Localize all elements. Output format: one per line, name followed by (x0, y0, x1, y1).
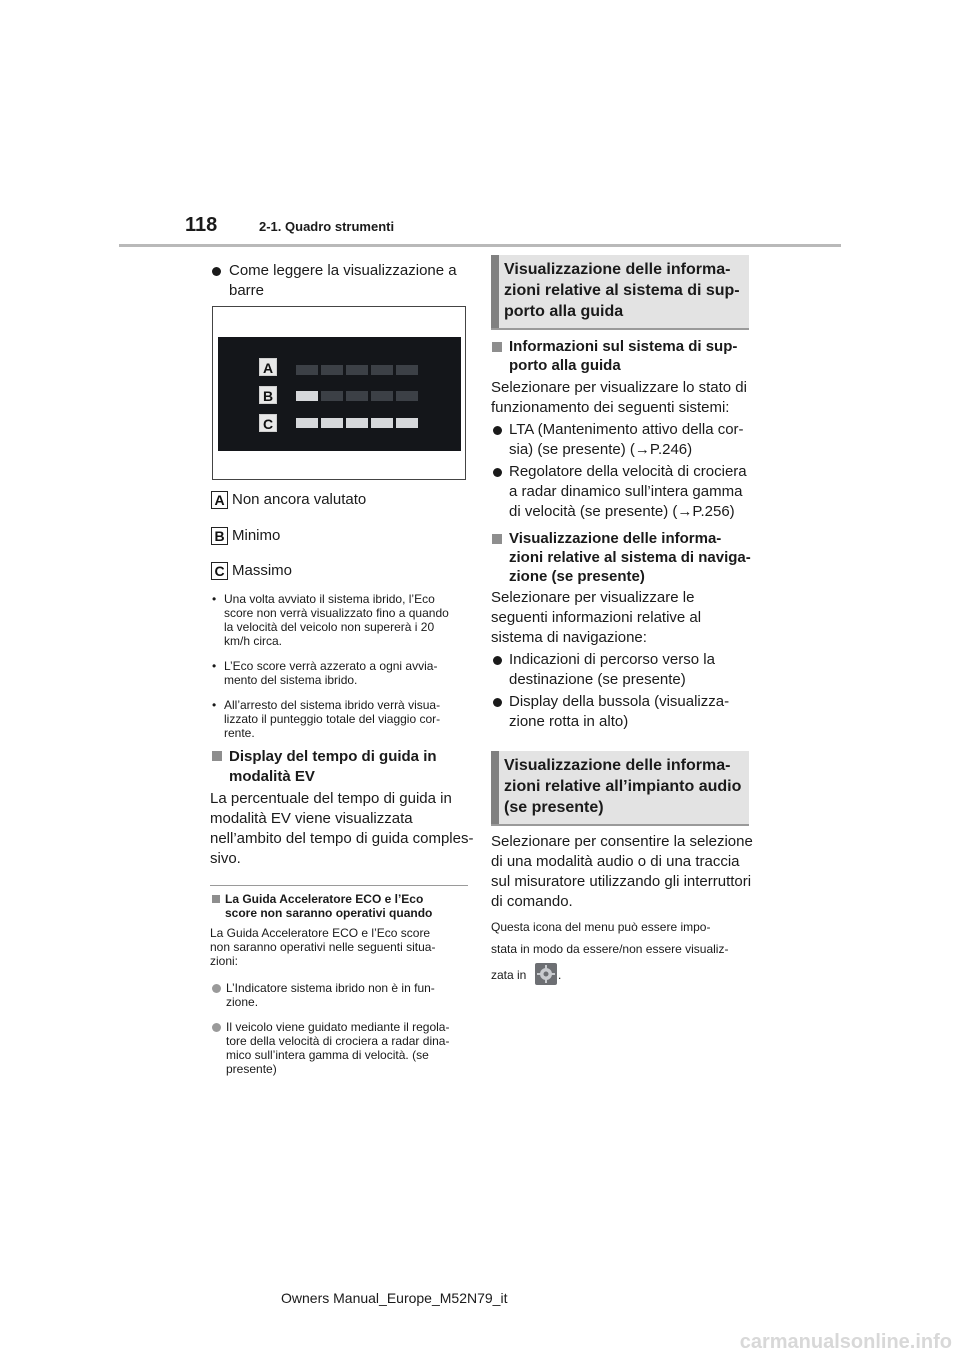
bar-segment (371, 365, 393, 375)
bar-segment (296, 391, 318, 401)
bar-segment (396, 391, 418, 401)
gray-bullet (212, 1023, 221, 1032)
legend-key-a: A (211, 491, 228, 509)
header-rule (119, 244, 841, 247)
body-line: funzionamento dei seguenti sistemi: (491, 399, 730, 416)
note-item-line: L’Indicatore sistema ibrido non è in fun- (226, 981, 435, 995)
note-heading-line: La Guida Acceleratore ECO e l’Eco (225, 892, 424, 906)
note-heading-line: score non saranno operativi quando (225, 906, 433, 920)
footer-text: Owners Manual_Europe_M52N79_it (281, 1290, 508, 1306)
ev-text-line: sivo. (210, 850, 241, 867)
bar-segment (371, 418, 393, 428)
body-line: sul misuratore utilizzando gli interruttori (491, 873, 752, 890)
bullet-dot (493, 426, 502, 435)
note-item-line: mico sull’intera gamma di velocità. (se (226, 1048, 429, 1062)
small-line: stata in modo da essere/non essere visualiz- (491, 942, 729, 956)
bullet-line: destinazione (se presente) (509, 671, 686, 688)
legend-key-b: B (211, 527, 228, 545)
ev-text-line: La percentuale del tempo di guida in (210, 790, 452, 807)
note-line: Una volta avviato il sistema ibrido, l’Eco (224, 592, 435, 606)
note-text-line: La Guida Acceleratore ECO e l’Eco score (210, 926, 431, 940)
bullet-line: LTA (Mantenimento attivo della cor- (509, 421, 744, 438)
bullet-dot (493, 698, 502, 707)
heading-accent-bar (491, 751, 499, 824)
bullet-line: di velocità (se presente) (→P.256) (509, 503, 735, 520)
watermark: carmanualsonline.info (739, 1331, 952, 1353)
gray-bullet (212, 984, 221, 993)
bullet-line: Regolatore della velocità di crociera (509, 463, 747, 480)
sub-heading-line: porto alla guida (509, 357, 621, 374)
heading-line: Visualizzazione delle informa- (504, 757, 731, 774)
bar-segment (321, 365, 343, 375)
heading-driving-support (491, 255, 749, 330)
body-line: di comando. (491, 893, 573, 910)
small-line: zata in (491, 968, 527, 982)
section-title: 2-1. Quadro strumenti (259, 219, 395, 234)
bullet-line: sia) (se presente) (→P.246) (509, 441, 693, 458)
heading-audio (491, 751, 749, 826)
body-line: sistema di navigazione: (491, 629, 647, 646)
heading-line: porto alla guida (504, 303, 624, 320)
bar-segment (346, 365, 368, 375)
square-bullet (492, 342, 502, 352)
sub-heading-line: Visualizzazione delle informa- (509, 530, 722, 547)
sub-heading-line: Informazioni sul sistema di sup- (509, 338, 738, 355)
legend-text-b: Minimo (232, 527, 281, 544)
gear-icon (535, 963, 557, 985)
note-item-line: tore della velocità di crociera a radar dina- (226, 1034, 450, 1048)
figure-label-b: B (259, 386, 277, 404)
heading-line: zioni relative al sistema di sup- (504, 282, 740, 299)
bar-segment (371, 391, 393, 401)
ev-heading-line: modalità EV (229, 768, 315, 785)
bullet-line: Display della bussola (visualizza- (509, 693, 730, 710)
note-line: mento del sistema ibrido. (224, 673, 358, 687)
bullet-line: zione rotta in alto) (509, 713, 629, 730)
note-rule (210, 885, 468, 886)
note-line: km/h circa. (224, 634, 283, 648)
bar-segment (321, 391, 343, 401)
ev-heading-line: Display del tempo di guida in (229, 748, 437, 765)
note-line: L’Eco score verrà azzerato a ogni avvia- (224, 659, 438, 673)
legend-key-c: C (211, 562, 228, 580)
bar-segment (321, 418, 343, 428)
page-number: 118 (185, 214, 218, 236)
bar-segment (396, 418, 418, 428)
note-line: lizzato il punteggio totale del viaggio cor- (224, 712, 441, 726)
body-line: Selezionare per visualizzare lo stato di (491, 379, 747, 396)
ev-text-line: modalità EV viene visualizzata (210, 810, 413, 827)
sub-heading-line: zione (se presente) (509, 568, 645, 585)
note-line: rente. (224, 726, 255, 740)
bullet-dot (493, 656, 502, 665)
figure-label-c: C (259, 414, 277, 432)
figure-label-a: A (259, 358, 277, 376)
note-text-line: zioni: (210, 954, 239, 968)
note-bullet: • (212, 659, 217, 673)
ev-text-line: nell’ambito del tempo di guida comples- (210, 830, 474, 847)
body-line: Selezionare per consentire la selezione (491, 833, 753, 850)
bar-segment (296, 418, 318, 428)
body-line: Selezionare per visualizzare le (491, 589, 695, 606)
heading-line: Visualizzazione delle informa- (504, 261, 731, 278)
bullet-dot (493, 468, 502, 477)
heading-line: (se presente) (504, 799, 604, 816)
note-text-line: non saranno operativi nelle seguenti situa- (210, 940, 436, 954)
body-line: seguenti informazioni relative al (491, 609, 702, 626)
bullet-dot (212, 267, 221, 276)
legend-text-a: Non ancora valutato (232, 491, 367, 508)
heading-line: zioni relative all’impianto audio (504, 778, 742, 795)
note-line: score non verrà visualizzato fino a quando (224, 606, 449, 620)
note-line: All’arresto del sistema ibrido verrà visua- (224, 698, 441, 712)
note-bullet: • (212, 592, 217, 606)
sub-heading-line: zioni relative al sistema di naviga- (509, 549, 751, 566)
bar-segment (346, 418, 368, 428)
note-line: la velocità del veicolo non supererà i 20 (224, 620, 435, 634)
bullet-line: Indicazioni di percorso verso la (509, 651, 715, 668)
eco-score-screen (218, 337, 461, 451)
bar-segment (296, 365, 318, 375)
note-item-line: presente) (226, 1062, 277, 1076)
bullet-line: a radar dinamico sull’intera gamma (509, 483, 743, 500)
small-line: Questa icona del menu può essere impo- (491, 920, 711, 934)
heading-accent-bar (491, 255, 499, 328)
note-item-line: Il veicolo viene guidato mediante il regola- (226, 1020, 450, 1034)
bullet-text-line: barre (229, 282, 265, 299)
body-line: di una modalità audio o di una traccia (491, 853, 740, 870)
square-bullet (212, 751, 222, 761)
small-line: . (558, 968, 562, 982)
note-item-line: zione. (226, 995, 259, 1009)
bar-segment (346, 391, 368, 401)
bullet-text-line: Come leggere la visualizzazione a (229, 262, 457, 279)
square-bullet (212, 895, 220, 903)
square-bullet (492, 534, 502, 544)
bar-segment (396, 365, 418, 375)
note-bullet: • (212, 698, 217, 712)
legend-text-c: Massimo (232, 562, 293, 579)
